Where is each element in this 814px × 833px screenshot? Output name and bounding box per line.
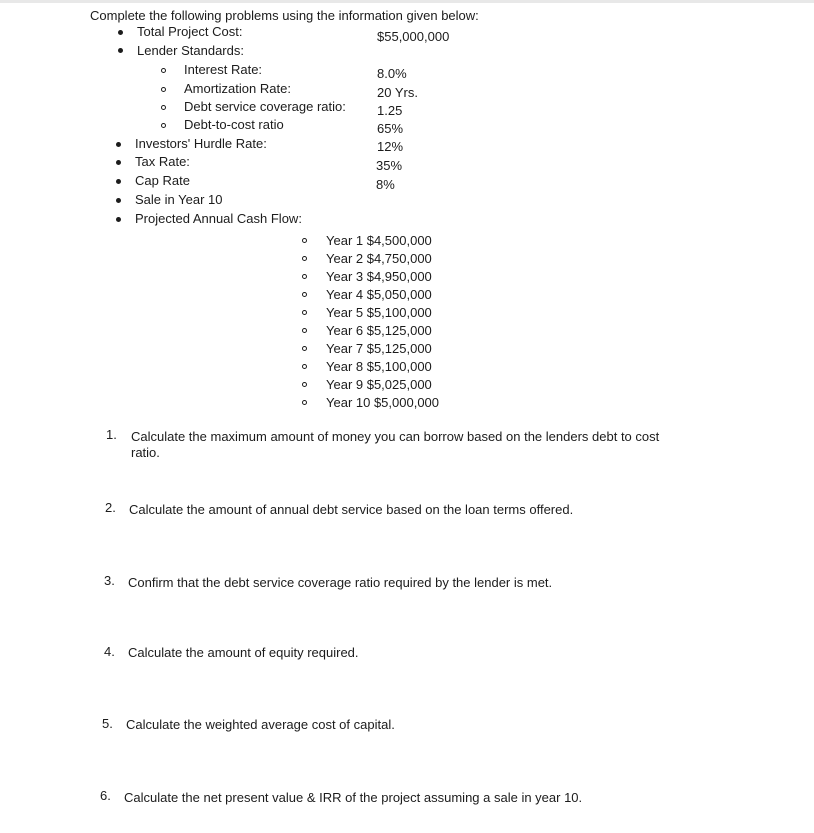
cash-flow-year-4: Year 4 $5,050,000 (326, 287, 432, 302)
circle-bullet-icon (302, 382, 307, 387)
bullet-icon (116, 179, 121, 184)
circle-bullet-icon (302, 364, 307, 369)
bullet-icon (118, 30, 123, 35)
cap-rate-value: 8% (376, 177, 395, 192)
bullet-icon (116, 198, 121, 203)
debt-to-cost-value: 65% (377, 121, 404, 136)
interest-rate-value: 8.0% (377, 66, 407, 81)
circle-bullet-icon (161, 87, 166, 92)
circle-bullet-icon (302, 346, 307, 351)
cash-flow-year-2: Year 2 $4,750,000 (326, 251, 432, 266)
total-project-cost-label: Total Project Cost: (137, 24, 243, 39)
question-1-number: 1. (106, 427, 117, 442)
cap-rate-label: Cap Rate (135, 173, 190, 188)
bullet-icon (116, 142, 121, 147)
cash-flow-year-1: Year 1 $4,500,000 (326, 233, 432, 248)
circle-bullet-icon (302, 328, 307, 333)
circle-bullet-icon (302, 310, 307, 315)
page-heading: Complete the following problems using the information given below: (90, 8, 479, 23)
question-1-text: Calculate the maximum amount of money you can borrow based on the lenders debt to cost (131, 429, 660, 444)
cash-flow-year-3: Year 3 $4,950,000 (326, 269, 432, 284)
sale-label: Sale in Year 10 (135, 192, 223, 207)
cash-flow-year-7: Year 7 $5,125,000 (326, 341, 432, 356)
question-2-text: Calculate the amount of annual debt service based on the loan terms offered. (129, 502, 574, 517)
total-project-cost-value: $55,000,000 (377, 29, 450, 44)
cash-flow-year-6: Year 6 $5,125,000 (326, 323, 432, 338)
cash-flow-year-9: Year 9 $5,025,000 (326, 377, 432, 392)
circle-bullet-icon (302, 256, 307, 261)
cash-flow-year-8: Year 8 $5,100,000 (326, 359, 432, 374)
top-border (0, 0, 814, 3)
circle-bullet-icon (302, 274, 307, 279)
circle-bullet-icon (302, 400, 307, 405)
cash-flow-year-5: Year 5 $5,100,000 (326, 305, 432, 320)
question-6-number: 6. (100, 788, 111, 803)
bullet-icon (116, 160, 121, 165)
circle-bullet-icon (302, 238, 307, 243)
investors-hurdle-label: Investors' Hurdle Rate: (135, 136, 267, 151)
tax-rate-value: 35% (376, 158, 403, 173)
dscr-label: Debt service coverage ratio: (184, 99, 346, 114)
question-4-number: 4. (104, 644, 115, 659)
lender-standards-label: Lender Standards: (137, 43, 244, 58)
debt-to-cost-label: Debt-to-cost ratio (184, 117, 284, 132)
bullet-icon (118, 48, 123, 53)
cash-flow-label: Projected Annual Cash Flow: (135, 211, 302, 226)
bullet-icon (116, 217, 121, 222)
question-5-number: 5. (102, 716, 113, 731)
circle-bullet-icon (161, 68, 166, 73)
question-3-text: Confirm that the debt service coverage ratio required by the lender is met. (128, 575, 553, 590)
dscr-value: 1.25 (377, 103, 403, 118)
question-2-number: 2. (105, 500, 116, 515)
question-3-number: 3. (104, 573, 115, 588)
investors-hurdle-value: 12% (377, 139, 404, 154)
circle-bullet-icon (302, 292, 307, 297)
question-6-text: Calculate the net present value & IRR of the project assuming a sale in year 10. (124, 790, 583, 805)
interest-rate-label: Interest Rate: (184, 62, 263, 77)
tax-rate-label: Tax Rate: (135, 154, 190, 169)
question-4-text: Calculate the amount of equity required. (128, 645, 359, 660)
circle-bullet-icon (161, 123, 166, 128)
question-1-text-continued: ratio. (131, 445, 160, 460)
circle-bullet-icon (161, 105, 166, 110)
cash-flow-year-10: Year 10 $5,000,000 (326, 395, 440, 410)
amortization-value: 20 Yrs. (377, 85, 418, 100)
question-5-text: Calculate the weighted average cost of capital. (126, 717, 395, 732)
amortization-label: Amortization Rate: (184, 81, 291, 96)
